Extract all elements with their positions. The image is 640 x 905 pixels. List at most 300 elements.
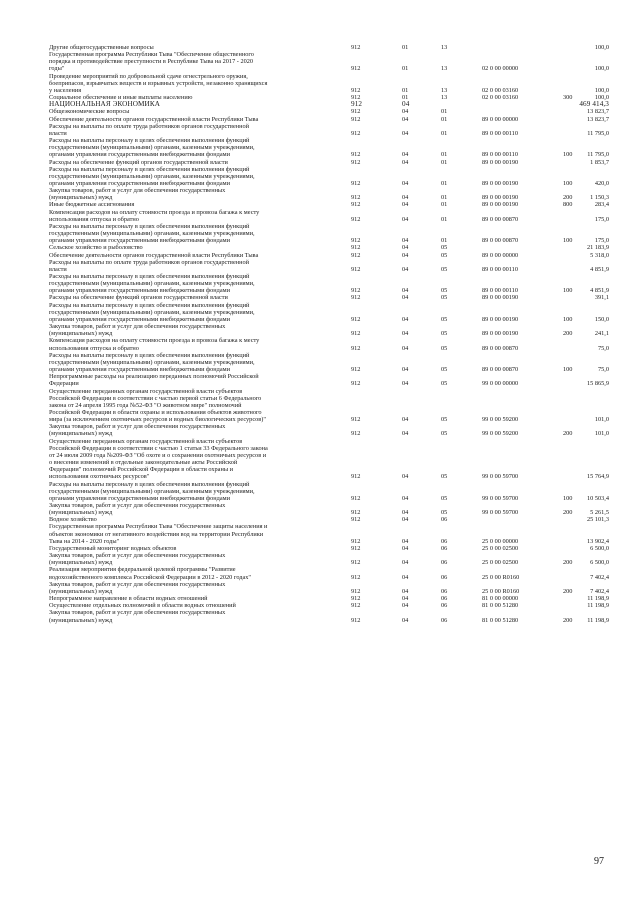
- row-codes: [339, 595, 609, 602]
- row-name-line: государственными (муниципальными) органами, казенными учреждениями,: [49, 487, 255, 495]
- code-ved: 912: [351, 573, 361, 581]
- amount: 4 851,9: [590, 287, 609, 295]
- row-name: [49, 201, 339, 208]
- code-rz: 04: [402, 215, 409, 223]
- row-name-line: Реализация мероприятия федеральной целевой программы "Развитие: [49, 566, 236, 574]
- code-ved: 912: [351, 344, 361, 352]
- row-name-line: государственными (муниципальными) органами, казенными учреждениями,: [49, 308, 255, 316]
- row-codes: [339, 538, 609, 545]
- code-pr: 06: [441, 573, 448, 581]
- row-name-line: органами управления государственными внебюджетными фондами: [49, 494, 231, 502]
- code-cs: 99 0 00 59700: [482, 473, 519, 481]
- code-pr: 13: [441, 44, 448, 51]
- code-rz: 04: [402, 158, 409, 166]
- row-name-line: Расходы на выплаты по оплате труда работников органов государственной: [49, 258, 250, 266]
- code-cs: 89 0 00 00190: [482, 179, 519, 187]
- amount: 283,4: [594, 201, 609, 209]
- row-name-line: власти: [49, 129, 67, 137]
- table-row: [49, 438, 609, 481]
- code-pr: 13: [441, 86, 448, 94]
- table-row: [49, 566, 609, 580]
- page-number: 97: [594, 856, 604, 867]
- table-row: [49, 244, 609, 251]
- code-ved: 912: [351, 315, 361, 323]
- code-pr: 01: [441, 151, 448, 159]
- amount: 25 101,3: [586, 516, 609, 524]
- code-ved: 912: [351, 616, 361, 624]
- row-name: [49, 523, 339, 544]
- code-pr: 01: [441, 158, 448, 166]
- code-pr: 01: [441, 237, 448, 245]
- code-ved: 912: [351, 151, 361, 159]
- row-codes: [339, 602, 609, 609]
- code-vr: 200: [563, 587, 573, 595]
- code-pr: 13: [441, 65, 448, 73]
- table-row: [49, 51, 609, 72]
- code-pr: 06: [441, 537, 448, 545]
- amount: 7 402,4: [590, 587, 609, 595]
- code-cs: 02 0 00 03160: [482, 94, 519, 102]
- code-cs: 81 0 00 00000: [482, 595, 519, 603]
- row-name-line: органами управления государственными внебюджетными фондами: [49, 151, 231, 159]
- row-name-line: органами управления государственными внебюджетными фондами: [49, 366, 231, 374]
- row-name-line: Расходы на выплаты персоналу в целях обеспечения выполнения функций: [49, 165, 250, 173]
- row-codes: [339, 108, 609, 115]
- code-rz: 04: [402, 194, 409, 202]
- table-row: [49, 116, 609, 123]
- row-name: [49, 352, 339, 373]
- code-ved: 912: [351, 430, 361, 438]
- code-ved: 912: [351, 587, 361, 595]
- amount: 7 402,4: [590, 573, 609, 581]
- table-row: [49, 73, 609, 94]
- row-codes: [339, 509, 609, 516]
- code-rz: 04: [402, 287, 409, 295]
- row-name: [49, 116, 339, 123]
- row-name-line: Непрограммные расходы на реализацию переданных полномочий Российской: [49, 373, 259, 381]
- table-row: [49, 302, 609, 323]
- code-ved: 912: [351, 473, 361, 481]
- code-cs: 99 0 00 59200: [482, 430, 519, 438]
- code-ved: 912: [351, 201, 361, 209]
- row-codes: [339, 330, 609, 337]
- code-ved: 912: [351, 602, 361, 610]
- row-name-line: Другие общегосударственные вопросы: [49, 44, 154, 51]
- table-row: [49, 423, 609, 437]
- row-name-line: государственными (муниципальными) органами, казенными учреждениями,: [49, 172, 255, 180]
- table-row: [49, 259, 609, 273]
- code-ved: 912: [351, 94, 361, 102]
- row-codes: [339, 588, 609, 595]
- row-name-line: Закупка товаров, работ и услуг для обеспечения государственных: [49, 187, 226, 195]
- row-name-line: Государственная программа Республики Тыва "Обеспечение общественного: [49, 51, 254, 59]
- row-name: [49, 609, 339, 623]
- amount: 6 500,0: [590, 559, 609, 567]
- table-row: [49, 323, 609, 337]
- row-name-line: (муниципальных) нужд: [49, 587, 113, 595]
- amount: 1 853,7: [590, 158, 609, 166]
- row-name-line: Расходы на выплаты персоналу в целях обеспечения выполнения функций: [49, 273, 250, 280]
- amount: 101,0: [594, 430, 609, 438]
- row-name-line: объектов экономики от негативного воздействия вод на территории Республики: [49, 530, 264, 538]
- row-name: [49, 137, 339, 158]
- code-cs: 89 0 00 00190: [482, 294, 519, 302]
- code-ved: 912: [351, 559, 361, 567]
- table-row: [49, 552, 609, 566]
- amount: 11 198,9: [587, 602, 609, 610]
- row-name-line: использования отпуска и обратно: [49, 215, 139, 223]
- code-cs: 25 0 00 02500: [482, 544, 519, 552]
- row-codes: [339, 130, 609, 137]
- amount: 75,0: [597, 366, 609, 374]
- row-codes: [339, 159, 609, 166]
- amount: 241,1: [594, 330, 609, 338]
- row-name-line: Российской Федерации в соответствии с частью 1 статьи 33 Федерального закона: [49, 444, 268, 452]
- row-codes: [339, 151, 609, 158]
- table-row: [49, 209, 609, 223]
- row-name-line: государственными (муниципальными) органами, казенными учреждениями,: [49, 358, 255, 366]
- row-name-line: органами управления государственными внебюджетными фондами: [49, 237, 231, 245]
- code-cs: 89 0 00 00190: [482, 201, 519, 209]
- code-cs: 25 0 00 R0160: [482, 587, 520, 595]
- code-pr: 05: [441, 473, 448, 481]
- row-name-line: Российской Федерации в соответствии с частью первой статьи 6 Федерального: [49, 394, 262, 402]
- row-codes: [339, 101, 609, 108]
- row-name-line: Водное хозяйство: [49, 516, 97, 524]
- table-row: [49, 502, 609, 516]
- code-vr: 200: [563, 509, 573, 517]
- amount: 469 414,3: [579, 100, 609, 109]
- table-row: [49, 252, 609, 259]
- row-name: [49, 294, 339, 301]
- code-ved: 912: [351, 179, 361, 187]
- row-name-line: использования охотничьих ресурсов": [49, 473, 150, 481]
- code-vr: 200: [563, 430, 573, 438]
- code-ved: 912: [351, 537, 361, 545]
- code-rz: 04: [402, 244, 409, 252]
- row-name: [49, 51, 339, 72]
- row-name: [49, 595, 339, 602]
- row-codes: [339, 416, 609, 423]
- row-name-line: Осуществление отдельных полномочий в области водных отношений: [49, 602, 236, 610]
- code-cs: 99 0 00 59700: [482, 509, 519, 517]
- code-pr: 05: [441, 287, 448, 295]
- code-pr: 05: [441, 416, 448, 424]
- table-row: [49, 159, 609, 166]
- code-rz: 04: [402, 330, 409, 338]
- code-ved: 912: [351, 494, 361, 502]
- amount: 175,0: [594, 237, 609, 245]
- code-cs: 89 0 00 00190: [482, 194, 519, 202]
- row-codes: [339, 316, 609, 323]
- code-pr: 05: [441, 294, 448, 302]
- code-pr: 05: [441, 251, 448, 259]
- code-pr: 05: [441, 380, 448, 388]
- row-codes: [339, 44, 609, 51]
- row-name-line: Осуществление переданных органам государственной власти субъектов: [49, 437, 243, 445]
- code-vr: 100: [563, 315, 573, 323]
- code-pr: 05: [441, 344, 448, 352]
- row-name: [49, 373, 339, 387]
- row-name: [49, 516, 339, 523]
- code-vr: 800: [563, 201, 573, 209]
- amount: 13 823,7: [586, 115, 609, 123]
- row-name: [49, 101, 339, 108]
- code-cs: 02 0 00 03160: [482, 86, 519, 94]
- code-pr: 01: [441, 108, 448, 116]
- code-cs: 89 0 00 00190: [482, 158, 519, 166]
- row-name-line: (муниципальных) нужд: [49, 430, 113, 438]
- row-codes: [339, 201, 609, 208]
- code-ved: 912: [351, 287, 361, 295]
- row-codes: [339, 473, 609, 480]
- code-vr: 100: [563, 151, 573, 159]
- code-rz: 04: [402, 544, 409, 552]
- code-pr: 05: [441, 265, 448, 273]
- code-vr: 200: [563, 330, 573, 338]
- code-rz: 01: [402, 94, 409, 102]
- row-name: [49, 273, 339, 294]
- amount: 10 503,4: [586, 494, 609, 502]
- code-ved: 912: [351, 194, 361, 202]
- amount: 15 764,9: [586, 473, 609, 481]
- row-name: [49, 388, 339, 424]
- code-cs: 89 0 00 00870: [482, 366, 519, 374]
- row-name-line: Федерации" полномочий Российской Федерации в области охраны и: [49, 466, 234, 474]
- row-codes: [339, 574, 609, 581]
- row-name-line: от 24 июля 2009 года №209-ФЗ "Об охоте и о сохранении охотничьих ресурсов и: [49, 451, 267, 459]
- row-name-line: Социальное обеспечение и иные выплаты населению: [49, 94, 193, 102]
- code-cs: 25 0 00 R0160: [482, 573, 520, 581]
- code-cs: 89 0 00 00870: [482, 237, 519, 245]
- row-codes: [339, 617, 609, 624]
- row-name-line: Расходы на обеспечение функций органов государственной власти: [49, 294, 228, 302]
- row-name: [49, 502, 339, 516]
- code-cs: 99 0 00 00000: [482, 380, 519, 388]
- row-name-line: Расходы на выплаты персоналу в целях обеспечения выполнения функций: [49, 137, 250, 145]
- row-codes: [339, 116, 609, 123]
- code-vr: 200: [563, 194, 573, 202]
- amount: 11 198,9: [587, 595, 609, 603]
- amount: 11 198,9: [587, 616, 609, 624]
- code-rz: 04: [402, 559, 409, 567]
- amount: 5 318,0: [590, 251, 609, 259]
- code-ved: 912: [351, 215, 361, 223]
- row-name-line: органами управления государственными внебюджетными фондами: [49, 287, 231, 295]
- row-codes: [339, 495, 609, 502]
- row-name-line: Российской Федерации в области охраны и использования объектов животного: [49, 408, 262, 416]
- amount: 100,0: [594, 44, 609, 51]
- row-codes: [339, 366, 609, 373]
- code-pr: 05: [441, 315, 448, 323]
- row-codes: [339, 216, 609, 223]
- code-ved: 912: [351, 516, 361, 524]
- row-codes: [339, 345, 609, 352]
- code-pr: 06: [441, 595, 448, 603]
- code-pr: 06: [441, 587, 448, 595]
- amount: 420,0: [594, 179, 609, 187]
- code-rz: 04: [402, 108, 409, 116]
- code-pr: 05: [441, 430, 448, 438]
- row-name-line: Закупка товаров, работ и услуг для обеспечения государственных: [49, 502, 226, 509]
- row-name: [49, 108, 339, 115]
- row-name: [49, 552, 339, 566]
- table-row: [49, 602, 609, 609]
- row-name-line: Закупка товаров, работ и услуг для обеспечения государственных: [49, 323, 226, 331]
- code-rz: 04: [402, 380, 409, 388]
- row-name-line: Государственный мониторинг водных объектов: [49, 544, 177, 552]
- row-codes: [339, 545, 609, 552]
- row-name: [49, 566, 339, 580]
- code-rz: 01: [402, 86, 409, 94]
- amount: 5 261,5: [590, 509, 609, 517]
- table-row: [49, 516, 609, 523]
- row-name-line: порядка и противодействие преступности в Республике Тыва на 2017 - 2020: [49, 58, 254, 66]
- row-name-line: о внесении изменений в отдельные законодательные акты Российской: [49, 459, 238, 467]
- code-ved: 912: [351, 108, 361, 116]
- table-row: [49, 545, 609, 552]
- amount: 75,0: [597, 344, 609, 352]
- code-pr: 06: [441, 602, 448, 610]
- table-row: [49, 352, 609, 373]
- row-name-line: Непрограммное направление в области водных отношений: [49, 595, 208, 603]
- code-ved: 912: [351, 244, 361, 252]
- code-rz: 04: [402, 416, 409, 424]
- code-cs: 25 0 00 00000: [482, 537, 519, 545]
- code-cs: 89 0 00 00000: [482, 251, 519, 259]
- row-name-line: мира (за исключением охотничьих ресурсов и водных биологических ресурсов)": [49, 416, 266, 424]
- code-pr: 06: [441, 616, 448, 624]
- code-pr: 05: [441, 366, 448, 374]
- code-vr: 100: [563, 494, 573, 502]
- row-name: [49, 209, 339, 223]
- row-codes: [339, 380, 609, 387]
- amount: 11 795,0: [587, 129, 609, 137]
- row-name-line: государственными (муниципальными) органами, казенными учреждениями,: [49, 230, 255, 238]
- table-row: [49, 337, 609, 351]
- code-rz: 04: [402, 115, 409, 123]
- row-name-line: водохозяйственного комплекса Российской Федерации в 2012 - 2020 годах": [49, 573, 252, 581]
- row-name-line: годы": [49, 65, 65, 73]
- table-row: [49, 481, 609, 502]
- row-name-line: НАЦИОНАЛЬНАЯ ЭКОНОМИКА: [49, 100, 161, 109]
- row-codes: [339, 87, 609, 94]
- code-cs: 02 0 00 00000: [482, 65, 519, 73]
- code-rz: 04: [402, 537, 409, 545]
- code-rz: 04: [402, 315, 409, 323]
- table-row: [49, 294, 609, 301]
- code-cs: 99 0 00 59700: [482, 494, 519, 502]
- row-codes: [339, 194, 609, 201]
- code-ved: 912: [351, 100, 363, 109]
- row-name: [49, 545, 339, 552]
- code-pr: 05: [441, 244, 448, 252]
- code-ved: 912: [351, 65, 361, 73]
- code-cs: 89 0 00 00190: [482, 315, 519, 323]
- code-pr: 05: [441, 509, 448, 517]
- row-name-line: органами управления государственными внебюджетными фондами: [49, 179, 231, 187]
- row-name-line: Обеспечение деятельности органов государственной власти Республики Тыва: [49, 251, 259, 259]
- row-name-line: (муниципальных) нужд: [49, 616, 113, 624]
- row-name-line: Расходы на обеспечение функций органов государственной власти: [49, 158, 228, 166]
- code-cs: 89 0 00 00110: [482, 129, 518, 137]
- amount: 11 795,0: [587, 151, 609, 159]
- code-ved: 912: [351, 416, 361, 424]
- amount: 150,0: [594, 315, 609, 323]
- code-rz: 04: [402, 516, 409, 524]
- row-name: [49, 602, 339, 609]
- row-codes: [339, 94, 609, 101]
- code-cs: 81 0 00 51280: [482, 602, 519, 610]
- code-cs: 25 0 00 02500: [482, 559, 519, 567]
- amount: 21 183,9: [586, 244, 609, 252]
- code-pr: 01: [441, 129, 448, 137]
- row-name: [49, 159, 339, 166]
- amount: 101,0: [594, 416, 609, 424]
- row-name-line: государственными (муниципальными) органами, казенными учреждениями,: [49, 280, 255, 288]
- table-row: [49, 166, 609, 187]
- row-name: [49, 337, 339, 351]
- code-ved: 912: [351, 115, 361, 123]
- code-pr: 06: [441, 544, 448, 552]
- table-row: [49, 123, 609, 137]
- row-name-line: закона от 24 апреля 1995 года №52-ФЗ "О животном мире" полномочий: [49, 401, 242, 409]
- row-name: [49, 438, 339, 481]
- row-name: [49, 187, 339, 201]
- table-row: [49, 388, 609, 424]
- row-name: [49, 323, 339, 337]
- amount: 100,0: [594, 86, 609, 94]
- row-name-line: Федерации: [49, 380, 79, 388]
- row-name-line: Закупка товаров, работ и услуг для обеспечения государственных: [49, 423, 226, 431]
- code-pr: 01: [441, 215, 448, 223]
- code-ved: 912: [351, 294, 361, 302]
- table-row: [49, 187, 609, 201]
- code-rz: 01: [402, 65, 409, 73]
- table-row: [49, 101, 609, 108]
- row-name: [49, 73, 339, 94]
- row-codes: [339, 294, 609, 301]
- table-row: [49, 523, 609, 544]
- row-name-line: использования отпуска и обратно: [49, 344, 139, 352]
- table-row: [49, 223, 609, 244]
- code-ved: 912: [351, 544, 361, 552]
- code-ved: 912: [351, 129, 361, 137]
- row-name: [49, 581, 339, 595]
- code-vr: 100: [563, 287, 573, 295]
- code-pr: 13: [441, 94, 448, 102]
- code-ved: 912: [351, 237, 361, 245]
- row-codes: [339, 559, 609, 566]
- code-pr: 01: [441, 115, 448, 123]
- code-cs: 81 0 00 51280: [482, 616, 519, 624]
- table-row: [49, 44, 609, 51]
- amount: 13 902,4: [586, 537, 609, 545]
- code-vr: 100: [563, 179, 573, 187]
- code-cs: 89 0 00 00110: [482, 287, 518, 295]
- code-rz: 04: [402, 129, 409, 137]
- row-name: [49, 166, 339, 187]
- code-ved: 912: [351, 44, 361, 51]
- code-rz: 04: [402, 151, 409, 159]
- amount: 1 150,3: [590, 194, 609, 202]
- code-pr: 01: [441, 179, 448, 187]
- code-vr: 200: [563, 559, 573, 567]
- amount: 15 865,9: [586, 380, 609, 388]
- code-pr: 05: [441, 494, 448, 502]
- row-codes: [339, 266, 609, 273]
- code-vr: 100: [563, 366, 573, 374]
